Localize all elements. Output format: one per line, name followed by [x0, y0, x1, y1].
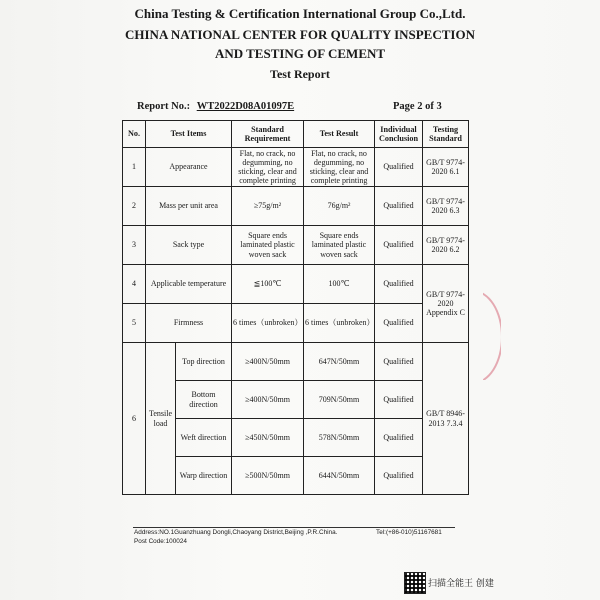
footer-divider	[133, 527, 455, 528]
row-no: 2	[123, 187, 146, 226]
row-requirement: ≦100℃	[232, 265, 304, 304]
page-indicator: Page 2 of 3	[393, 101, 442, 112]
row-conclusion: Qualified	[375, 148, 423, 187]
row-result: 647N/50mm	[304, 343, 375, 381]
row-result: 644N/50mm	[304, 457, 375, 495]
row-requirement: Flat, no crack, no degumming, no sticking, clear and complete printing	[232, 148, 304, 187]
row-result: 6 times（unbroken）	[304, 304, 375, 343]
row-conclusion: Qualified	[375, 419, 423, 457]
row-requirement: ≥400N/50mm	[232, 343, 304, 381]
row-requirement: ≥75g/m²	[232, 187, 304, 226]
row-requirement: ≥500N/50mm	[232, 457, 304, 495]
scanner-logo-icon	[404, 572, 426, 594]
table-header-row	[123, 121, 469, 148]
seal-stamp	[483, 290, 501, 380]
row-conclusion: Qualified	[375, 381, 423, 419]
col-header-no: No.	[123, 121, 146, 148]
table-row	[123, 187, 469, 226]
test-results-table	[122, 120, 469, 495]
sub-direction: Warp direction	[176, 457, 232, 495]
table-row	[123, 148, 469, 187]
center-name-line1: CHINA NATIONAL CENTER FOR QUALITY INSPECTION	[125, 27, 475, 42]
row-result: Flat, no crack, no degumming, no sticking, clear and complete printing	[304, 148, 375, 187]
sub-direction: Top direction	[176, 343, 232, 381]
row-conclusion: Qualified	[375, 304, 423, 343]
row-standard: GB/T 9774-2020 6.3	[423, 187, 469, 226]
row-no: 6	[123, 343, 146, 495]
row-standard: GB/T 8946-2013 7.3.4	[423, 343, 469, 495]
col-header-result: Test Result	[304, 121, 375, 148]
table-row	[123, 226, 469, 265]
row-item: Applicable temperature	[146, 265, 232, 304]
col-header-requirement: Standard Requirement	[232, 121, 304, 148]
row-requirement: Square ends laminated plastic woven sack	[232, 226, 304, 265]
report-title: Test Report	[270, 67, 330, 81]
row-item: Tensile load	[146, 343, 176, 495]
report-number: WT2022D08A01097E	[196, 101, 295, 112]
row-no: 3	[123, 226, 146, 265]
row-conclusion: Qualified	[375, 457, 423, 495]
row-result: 709N/50mm	[304, 381, 375, 419]
row-standard: GB/T 9774-2020 Appendix C	[423, 265, 469, 343]
row-no: 4	[123, 265, 146, 304]
row-requirement: 6 times（unbroken）	[232, 304, 304, 343]
row-standard: GB/T 9774-2020 6.1	[423, 148, 469, 187]
center-name-line2: AND TESTING OF CEMENT	[214, 46, 386, 61]
report-number-label: Report No.:	[137, 101, 191, 112]
row-requirement: ≥450N/50mm	[232, 419, 304, 457]
org-name: China Testing & Certification International Group Co.,Ltd.	[134, 6, 466, 21]
row-conclusion: Qualified	[375, 265, 423, 304]
row-item: Sack type	[146, 226, 232, 265]
seal-arc	[483, 290, 501, 380]
sub-direction: Weft direction	[176, 419, 232, 457]
row-item: Appearance	[146, 148, 232, 187]
row-result: 76g/m²	[304, 187, 375, 226]
footer-address: Address:NO.1Guanzhuang Dongli,Chaoyang District,Beijing ,P.R.China.	[134, 529, 338, 536]
report-number-line	[137, 101, 294, 112]
scanner-watermark: 扫描全能王 创建	[428, 579, 494, 589]
row-result: Square ends laminated plastic woven sack	[304, 226, 375, 265]
col-header-items: Test Items	[146, 121, 232, 148]
row-no: 1	[123, 148, 146, 187]
footer-postcode: Post Code:100024	[134, 538, 187, 545]
row-result: 100℃	[304, 265, 375, 304]
row-item: Firmness	[146, 304, 232, 343]
row-item: Mass per unit area	[146, 187, 232, 226]
row-conclusion: Qualified	[375, 343, 423, 381]
sub-direction: Bottom direction	[176, 381, 232, 419]
footer-telephone: Tel:(+86-010)51167681	[376, 529, 442, 536]
row-conclusion: Qualified	[375, 187, 423, 226]
table-row	[123, 304, 469, 343]
table-row	[123, 265, 469, 304]
row-result: 578N/50mm	[304, 419, 375, 457]
table-row	[123, 343, 469, 381]
row-conclusion: Qualified	[375, 226, 423, 265]
col-header-standard: Testing Standard	[423, 121, 469, 148]
row-requirement: ≥400N/50mm	[232, 381, 304, 419]
col-header-conclusion: Individual Conclusion	[375, 121, 423, 148]
row-no: 5	[123, 304, 146, 343]
row-standard: GB/T 9774-2020 6.2	[423, 226, 469, 265]
